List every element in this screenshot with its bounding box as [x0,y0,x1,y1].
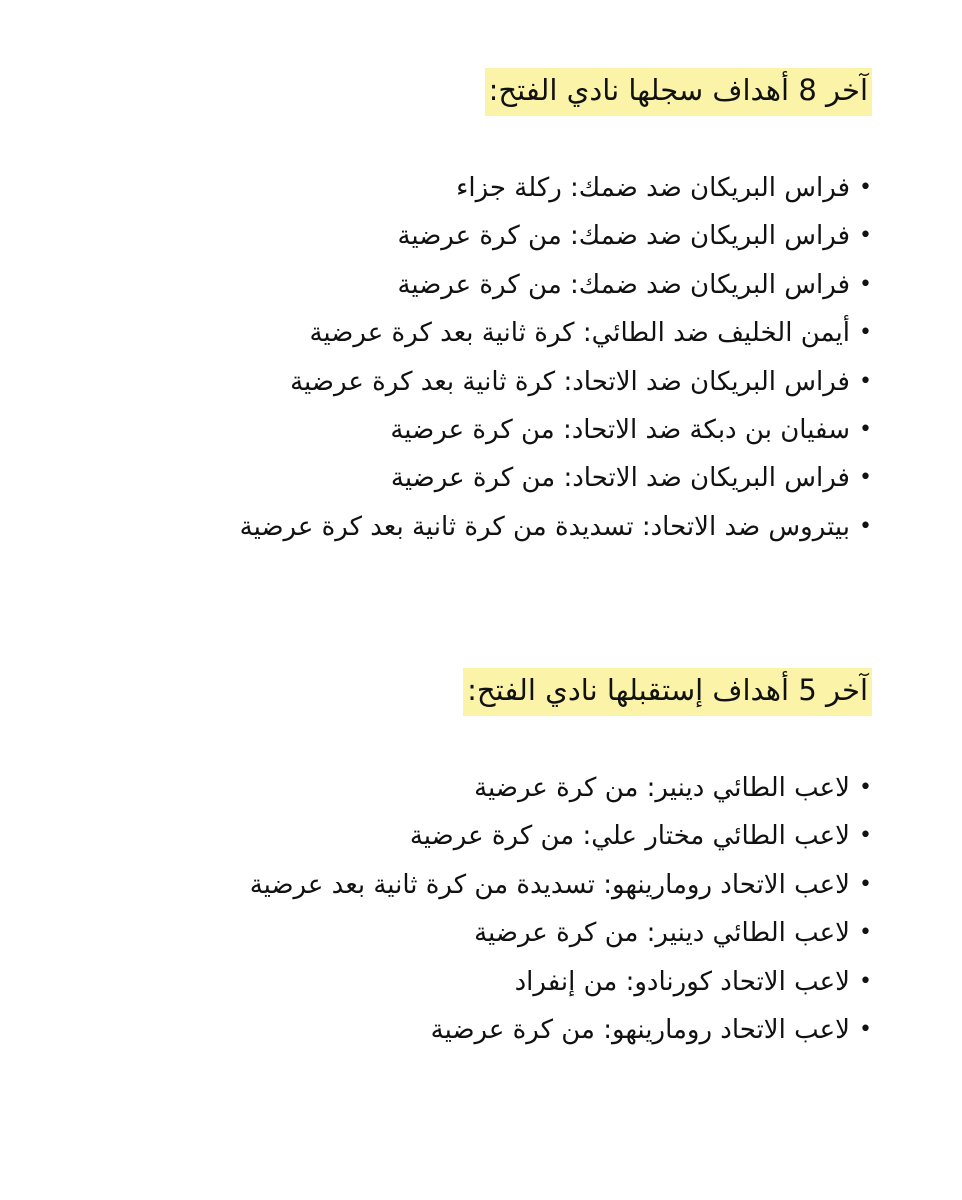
bullet-icon: • [859,465,872,491]
list-item [250,909,872,957]
list-item-text: لاعب الطائي دينير: من كرة عرضية [474,918,850,949]
bullet-icon: • [859,1017,872,1043]
list-item-text: لاعب الطائي مختار علي: من كرة عرضية [409,821,850,852]
list-item-text: لاعب الاتحاد رومارينهو: من كرة عرضية [430,1015,850,1046]
list-item [240,406,872,454]
bullet-icon: • [859,823,872,849]
bullet-icon: • [859,775,872,800]
list-item [250,958,872,1006]
list-item-text: بيتروس ضد الاتحاد: تسديدة من كرة ثانية بعد كرة عرضية [239,511,850,542]
list-item-text: فراس البريكان ضد ضمك: ركلة جزاء [456,173,850,203]
list-item-text: فراس البريكان ضد ضمك: من كرة عرضية [397,269,850,300]
list-item [250,1006,872,1054]
list-item-text: لاعب الطائي دينير: من كرة عرضية [474,773,850,803]
list-item-text: فراس البريكان ضد الاتحاد: من كرة عرضية [390,463,850,494]
list-item [250,764,872,812]
goals-scored-list [240,164,872,551]
bullet-icon: • [859,320,872,346]
bullet-icon: • [859,513,872,539]
list-item-text: فراس البريكان ضد الاتحاد: كرة ثانية بعد كرة عرضية [290,366,850,397]
goals-scored-heading: آخر 8 أهداف سجلها نادي الفتح: [485,68,872,116]
bullet-icon: • [859,368,872,394]
bullet-icon: • [859,871,872,897]
list-item [240,309,872,357]
bullet-icon: • [859,920,872,946]
list-item [240,164,872,212]
list-item-text: سفيان بن دبكة ضد الاتحاد: من كرة عرضية [390,415,850,446]
list-item [240,454,872,502]
bullet-icon: • [859,968,872,994]
bullet-icon: • [859,223,872,249]
goals-scored-section [240,68,872,551]
bullet-icon: • [859,175,872,200]
list-item-text: أيمن الخليف ضد الطائي: كرة ثانية بعد كرة عرضية [309,318,850,349]
list-item [240,503,872,551]
goals-conceded-section [250,668,872,1054]
list-item-text: لاعب الاتحاد كورنادو: من إنفراد [514,966,850,997]
list-item [240,261,872,309]
list-item [240,358,872,406]
list-item [250,812,872,860]
list-item [240,212,872,260]
list-item-text: لاعب الاتحاد رومارينهو: تسديدة من كرة ثانية بعد عرضية [249,869,850,900]
bullet-icon: • [859,271,872,297]
bullet-icon: • [859,417,872,443]
goals-conceded-list [250,764,872,1054]
list-item [250,861,872,909]
goals-conceded-heading: آخر 5 أهداف إستقبلها نادي الفتح: [463,668,872,716]
list-item-text: فراس البريكان ضد ضمك: من كرة عرضية [397,221,850,252]
